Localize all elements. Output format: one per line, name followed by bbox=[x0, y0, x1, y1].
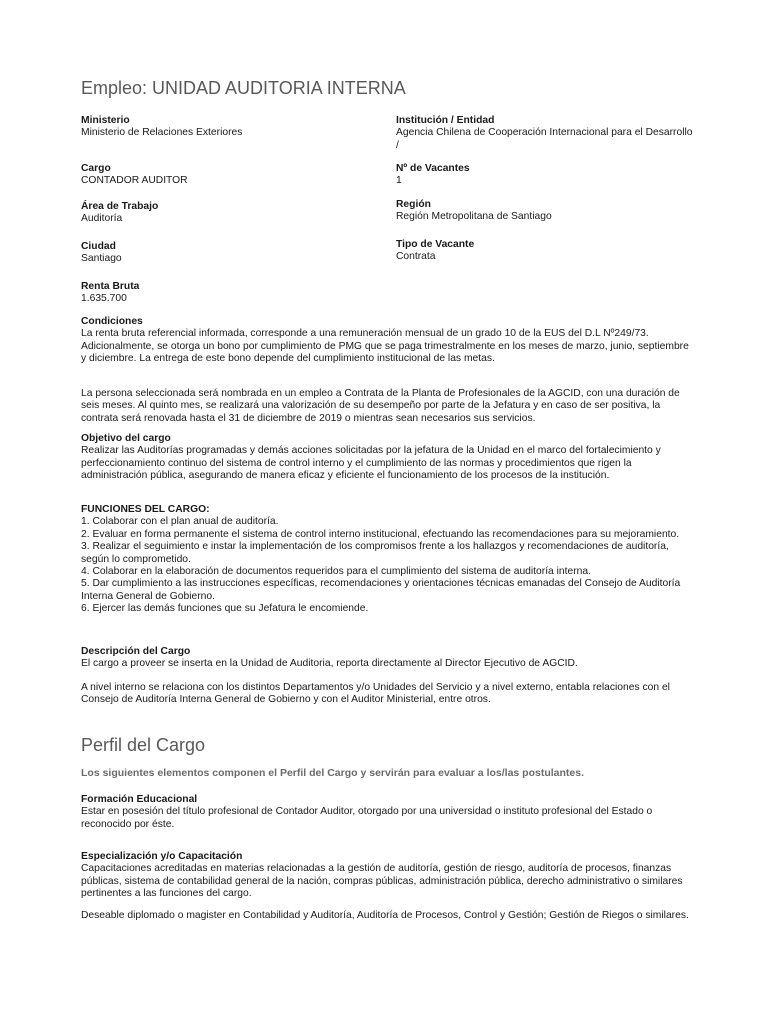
list-item: 1. Colaborar con el plan anual de auditoría. bbox=[81, 516, 279, 528]
field-value: Región Metropolitana de Santiago bbox=[396, 211, 552, 223]
field-label: Nº de Vacantes bbox=[396, 163, 470, 174]
field-value-cont: / bbox=[396, 139, 399, 151]
field-label: Área de Trabajo bbox=[81, 201, 159, 212]
section-condiciones bbox=[81, 316, 696, 366]
field-region bbox=[396, 199, 552, 224]
field-label: Institución / Entidad bbox=[396, 115, 495, 126]
section-condiciones-cont bbox=[81, 388, 696, 425]
field-label: Cargo bbox=[81, 163, 111, 174]
field-label: Ciudad bbox=[81, 241, 116, 252]
field-value: CONTADOR AUDITOR bbox=[81, 175, 188, 187]
field-value: Ministerio de Relaciones Exteriores bbox=[81, 127, 243, 139]
section-label: Objetivo del cargo bbox=[81, 433, 171, 444]
paragraph: A nivel interno se relaciona con los distintos Departamentos y/o Unidades del Servicio y a nivel externo, entabla relaciones con el Consejo de Auditoría Interna General de Gobierno y con el Auditor Ministerial, entre otros. bbox=[81, 682, 670, 706]
paragraph: Realizar las Auditorías programadas y demás acciones solicitadas por la jefatura de la Unidad en el marco del fortalecimiento y perfeccionamiento continuo del sistema de control interno y el cumplimiento de las normas y procedimientos que rigen la administración pública, asegurando de manera eficaz y eficiente el funcionamiento de los procesos de la institución. bbox=[81, 445, 661, 482]
perfil-subtitle: Los siguientes elementos componen el Perfil del Cargo y servirán para evaluar a los/las postulantes. bbox=[81, 767, 585, 779]
paragraph: Estar en posesión del título profesional de Contador Auditor, otorgado por una universidad o instituto profesional del Estado o reconocido por éste. bbox=[81, 806, 653, 830]
section-descripcion bbox=[81, 646, 696, 671]
field-value: Contrata bbox=[396, 251, 436, 263]
field-label: Tipo de Vacante bbox=[396, 239, 475, 250]
field-label: Ministerio bbox=[81, 115, 130, 126]
list-item: 6. Ejercer las demás funciones que su Jefatura le encomiende. bbox=[81, 603, 369, 615]
field-ministerio bbox=[81, 115, 242, 140]
field-tipo-vacante bbox=[396, 239, 474, 264]
list-item: 2. Evaluar en forma permanente el sistema de control interno institucional, efectuando las recomendaciones para su mejoramiento. bbox=[81, 528, 680, 540]
list-item: 5. Dar cumplimiento a las instrucciones específicas, recomendaciones y orientaciones técnicas emanadas del Consejo de Auditoría Interna General de Gobierno. bbox=[81, 578, 681, 602]
section-especializacion-cont bbox=[81, 910, 696, 922]
field-ciudad bbox=[81, 241, 122, 266]
field-area bbox=[81, 201, 158, 226]
paragraph: La persona seleccionada será nombrada en un empleo a Contrata de la Planta de Profesionales de la AGCID, con una duración de seis meses. Al quinto mes, se realizará una valorización de su desempeño por parte de la Jefatura y en caso de ser positiva, la contrata será renovada hasta el 31 de diciembre de 2019 o mientras sean necesarios sus servicios. bbox=[81, 388, 680, 424]
section-descripcion-cont bbox=[81, 682, 696, 707]
section-label: FUNCIONES DEL CARGO: bbox=[81, 504, 210, 515]
list-item: 4. Colaborar en la elaboración de documentos requeridos para el cumplimiento del sistema de auditoría interna. bbox=[81, 566, 591, 578]
field-vacantes bbox=[396, 163, 470, 188]
field-label: Región bbox=[396, 199, 431, 210]
field-value: Auditoría bbox=[81, 213, 123, 225]
section-title-perfil: Perfil del Cargo bbox=[81, 735, 206, 755]
section-label: Formación Educacional bbox=[81, 794, 198, 805]
field-value: Agencia Chilena de Cooperación Internacional para el Desarrollo bbox=[396, 127, 693, 139]
section-especializacion bbox=[81, 851, 696, 901]
section-label: Condiciones bbox=[81, 316, 143, 327]
section-funciones bbox=[81, 504, 696, 616]
paragraph: Deseable diplomado o magister en Contabilidad y Auditoría, Auditoría de Procesos, Control y Gestión; Gestión de Riegos o similares. bbox=[81, 910, 689, 921]
field-value: 1.635.700 bbox=[81, 293, 127, 305]
paragraph: La renta bruta referencial informada, corresponde a una remuneración mensual de un grado 10 de la EUS del D.L Nº249/73. Adicionalmente, se otorga un bono por cumplimiento de PMG que se paga trimestralmente en los meses de marzo, junio, septiembre y diciembre. La entrega de este bono depende del cumplimiento institucional de las metas. bbox=[81, 328, 689, 365]
section-label: Descripción del Cargo bbox=[81, 646, 191, 657]
list-item: 3. Realizar el seguimiento e instar la implementación de los compromisos frente a los hallazgos y recomendaciones de auditoría, según lo comprometido. bbox=[81, 541, 669, 565]
paragraph: El cargo a proveer se inserta en la Unidad de Auditoria, reporta directamente al Director Ejecutivo de AGCID. bbox=[81, 658, 578, 670]
field-label: Renta Bruta bbox=[81, 281, 140, 292]
field-value: Santiago bbox=[81, 253, 122, 265]
section-label: Especialización y/o Capacitación bbox=[81, 851, 243, 862]
paragraph: Capacitaciones acreditadas en materias relacionadas a la gestión de auditoría, gestión de riesgo, auditoría de procesos, finanzas públicas, sistema de contabilidad general de la nación, compras públicas, administración pública, derecho administrativo o similares pertinentes a las funciones del cargo. bbox=[81, 863, 683, 900]
section-formacion bbox=[81, 794, 696, 831]
field-renta bbox=[81, 281, 139, 306]
field-institucion bbox=[396, 115, 693, 152]
page-title: Empleo: UNIDAD AUDITORIA INTERNA bbox=[81, 78, 406, 98]
section-objetivo bbox=[81, 433, 696, 483]
field-cargo bbox=[81, 163, 188, 188]
field-value: 1 bbox=[396, 175, 402, 187]
